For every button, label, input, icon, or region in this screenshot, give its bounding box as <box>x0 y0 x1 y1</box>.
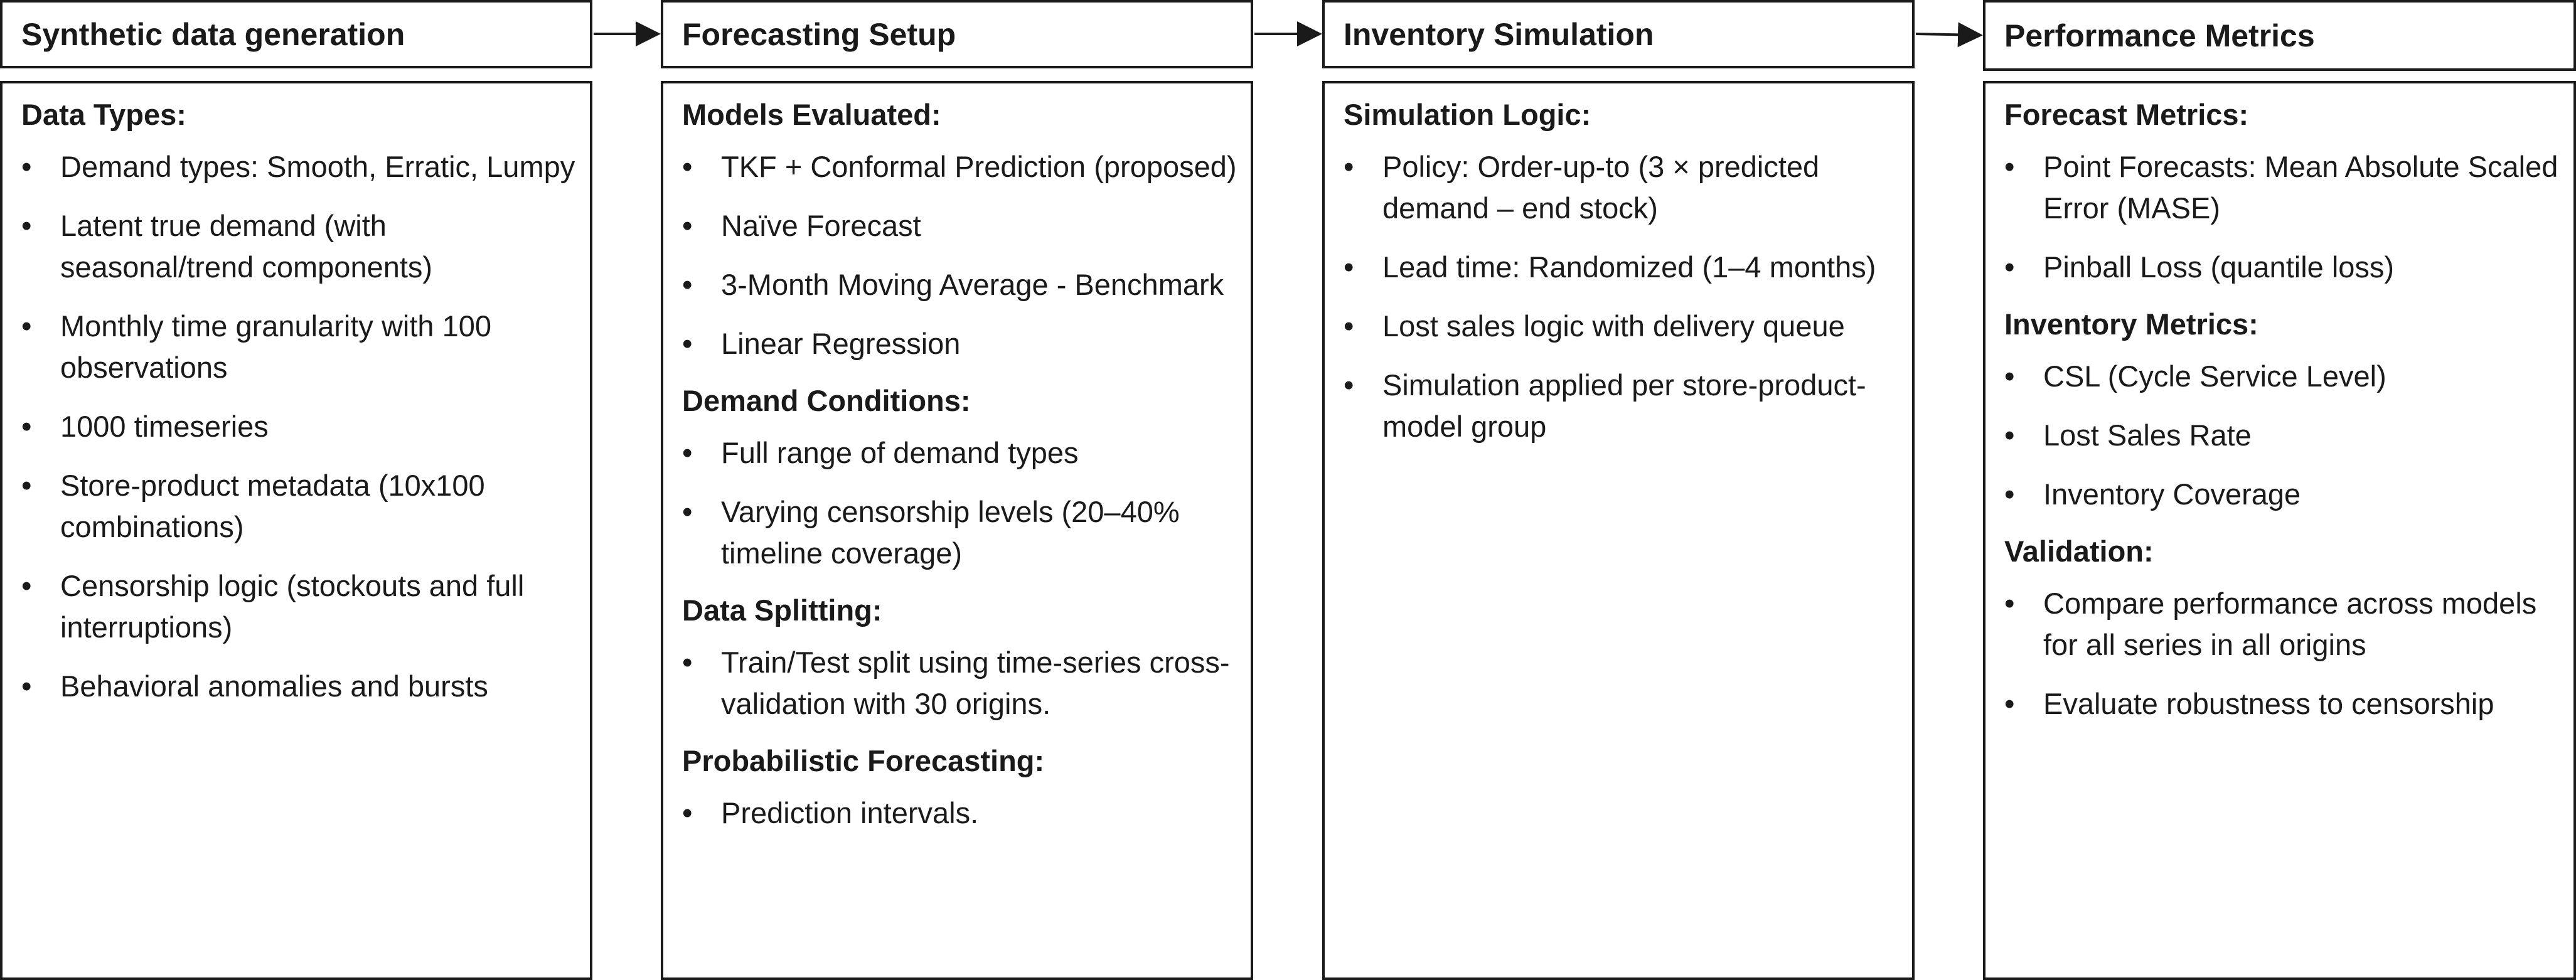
bullet-marker: • <box>21 410 32 443</box>
list-item: • Monthly time granularity with 100 observations <box>21 306 581 388</box>
bullet-marker: • <box>1344 368 1354 402</box>
list-item: • Simulation applied per store-product-model group <box>1344 365 1903 447</box>
bullet-marker: • <box>1344 250 1354 284</box>
list-item: • CSL (Cycle Service Level) <box>2004 356 2565 397</box>
bullet-marker: • <box>21 669 32 703</box>
list-item: • Lost Sales Rate <box>2004 415 2565 456</box>
list-item: • Compare performance across models for all series in all origins <box>2004 583 2565 666</box>
bullet-marker: • <box>682 646 693 679</box>
section-heading: Forecast Metrics: <box>2004 98 2249 131</box>
stage-title: Inventory Simulation <box>1344 16 1654 52</box>
list-item: • Inventory Coverage <box>2004 474 2565 515</box>
bullet-marker: • <box>2004 150 2015 183</box>
section-heading: Data Splitting: <box>682 594 882 627</box>
bullet-marker: • <box>1344 150 1354 183</box>
bullet-marker: • <box>21 469 32 502</box>
list-item: • Train/Test split using time-series cross-validation with 30 origins. <box>682 642 1242 725</box>
list-item: • Lead time: Randomized (1–4 months) <box>1344 247 1903 288</box>
bullet-marker: • <box>682 495 693 528</box>
arrow-3-to-4 <box>1916 34 1980 35</box>
list-item: • TKF + Conformal Prediction (proposed) <box>682 146 1242 188</box>
section-heading: Simulation Logic: <box>1344 98 1591 131</box>
bullet-marker: • <box>682 268 693 301</box>
bullet-marker: • <box>682 209 693 242</box>
bullet-marker: • <box>682 150 693 183</box>
list-item: • Varying censorship levels (20–40% timeline coverage) <box>682 491 1242 574</box>
bullet-marker: • <box>1344 309 1354 343</box>
list-item: • Lost sales logic with delivery queue <box>1344 306 1903 347</box>
list-item: • Store-product metadata (10x100 combinations) <box>21 465 581 548</box>
list-item: • Full range of demand types <box>682 432 1242 474</box>
bullet-marker: • <box>21 569 32 602</box>
section-heading: Inventory Metrics: <box>2004 307 2258 341</box>
list-item: • Behavioral anomalies and bursts <box>21 666 581 707</box>
bullet-marker: • <box>682 327 693 360</box>
section-heading: Validation: <box>2004 535 2154 568</box>
section-heading: Demand Conditions: <box>682 384 971 417</box>
list-item: • Naïve Forecast <box>682 205 1242 247</box>
bullet-marker: • <box>2004 687 2015 720</box>
list-item: • Demand types: Smooth, Erratic, Lumpy <box>21 146 581 188</box>
list-item: • Prediction intervals. <box>682 792 1242 834</box>
section-heading: Data Types: <box>21 98 186 131</box>
bullet-marker: • <box>2004 360 2015 393</box>
bullet-marker: • <box>21 150 32 183</box>
bullet-marker: • <box>2004 418 2015 452</box>
list-item: • Evaluate robustness to censorship <box>2004 683 2565 725</box>
bullet-marker: • <box>2004 477 2015 511</box>
list-item: • 1000 timeseries <box>21 406 581 447</box>
bullet-marker: • <box>2004 587 2015 620</box>
list-item: • Censorship logic (stockouts and full interruptions) <box>21 565 581 648</box>
bullet-marker: • <box>682 436 693 469</box>
stage-title: Synthetic data generation <box>21 16 405 52</box>
list-item: • Latent true demand (with seasonal/trend components) <box>21 205 581 288</box>
section-heading: Probabilistic Forecasting: <box>682 744 1045 777</box>
list-item: • Point Forecasts: Mean Absolute Scaled Error (MASE) <box>2004 146 2565 229</box>
list-item: • Pinball Loss (quantile loss) <box>2004 247 2565 288</box>
list-item: • Linear Regression <box>682 323 1242 365</box>
stage-title: Forecasting Setup <box>682 16 956 52</box>
bullet-marker: • <box>682 796 693 829</box>
section-heading: Models Evaluated: <box>682 98 941 131</box>
stage-title: Performance Metrics <box>2004 18 2315 53</box>
bullet-marker: • <box>21 209 32 242</box>
list-item: • Policy: Order-up-to (3 × predicted demand – end stock) <box>1344 146 1903 229</box>
bullet-marker: • <box>2004 250 2015 284</box>
bullet-marker: • <box>21 309 32 343</box>
list-item: • 3-Month Moving Average - Benchmark <box>682 264 1242 306</box>
